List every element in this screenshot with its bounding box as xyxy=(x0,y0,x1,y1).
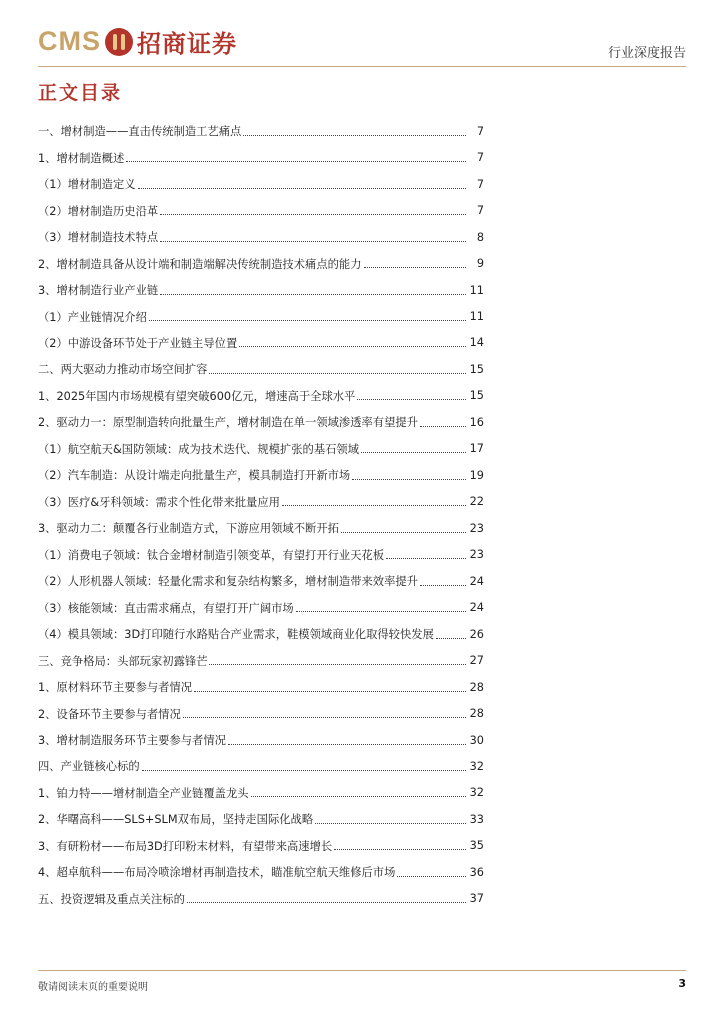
table-of-contents xyxy=(38,118,484,912)
toc-dot-leader xyxy=(334,849,466,850)
toc-entry-page: 19 xyxy=(469,468,484,482)
toc-dot-leader xyxy=(357,399,466,400)
toc-entry[interactable] xyxy=(38,780,484,806)
toc-entry[interactable] xyxy=(38,356,484,382)
toc-entry-page: 35 xyxy=(469,839,484,853)
toc-dot-leader xyxy=(397,876,466,877)
toc-dot-leader xyxy=(239,346,466,347)
toc-entry[interactable] xyxy=(38,647,484,673)
toc-entry-page: 8 xyxy=(476,230,484,244)
toc-entry-page: 37 xyxy=(469,892,484,906)
toc-entry[interactable] xyxy=(38,303,484,329)
toc-entry[interactable] xyxy=(38,462,484,488)
logo-latin-text: CMS xyxy=(38,26,101,56)
toc-dot-leader xyxy=(149,320,466,321)
toc-entry-title: 三、竞争格局：头部玩家初露锋芒 xyxy=(38,654,208,668)
toc-entry-page: 15 xyxy=(469,389,484,403)
toc-dot-leader xyxy=(341,532,466,533)
section-title: 正文目录 xyxy=(38,82,123,104)
toc-entry-title: 2、增材制造具备从设计端和制造端解决传统制造技术痛点的能力 xyxy=(38,257,362,271)
toc-entry-title: （1）产业链情况介绍 xyxy=(38,310,147,324)
toc-entry-page: 32 xyxy=(469,759,484,773)
toc-entry-page: 22 xyxy=(469,495,484,509)
toc-entry-title: 3、驱动力二：颠覆各行业制造方式，下游应用领域不断开拓 xyxy=(38,522,339,536)
report-type-label: 行业深度报告 xyxy=(607,46,686,61)
toc-entry[interactable] xyxy=(38,753,484,779)
logo-chinese-text: 招商证券 xyxy=(137,29,237,58)
toc-entry[interactable] xyxy=(38,197,484,223)
toc-entry-page: 7 xyxy=(476,124,484,138)
toc-entry-title: （2）人形机器人领域：轻量化需求和复杂结构繁多，增材制造带来效率提升 xyxy=(38,575,418,589)
toc-dot-leader xyxy=(160,214,466,215)
toc-dot-leader xyxy=(209,373,466,374)
toc-entry-title: 1、铂力特——增材制造全产业链覆盖龙头 xyxy=(38,786,249,800)
toc-entry-title: （3）核能领域：直击需求痛点，有望打开广阔市场 xyxy=(38,601,294,615)
logo-emblem-icon xyxy=(105,28,133,56)
toc-dot-leader xyxy=(160,241,466,242)
toc-entry-title: 1、2025年国内市场规模有望突破600亿元，增速高于全球水平 xyxy=(38,389,356,403)
toc-dot-leader xyxy=(296,611,466,612)
toc-entry-page: 16 xyxy=(469,415,484,429)
toc-entry-page: 7 xyxy=(476,177,484,191)
toc-entry[interactable] xyxy=(38,489,484,515)
toc-entry-title: （3）增材制造技术特点 xyxy=(38,231,159,245)
toc-entry-page: 28 xyxy=(469,680,484,694)
toc-dot-leader xyxy=(436,638,466,639)
disclaimer-note: 敬请阅读末页的重要说明 xyxy=(38,982,148,993)
toc-entry[interactable] xyxy=(38,277,484,303)
toc-entry[interactable] xyxy=(38,859,484,885)
toc-entry-title: （1）消费电子领域：钛合金增材制造引领变革，有望打开行业天花板 xyxy=(38,548,385,562)
toc-entry-page: 15 xyxy=(469,362,484,376)
toc-entry-title: 3、有研粉材——布局3D打印粉末材料，有望带来高速增长 xyxy=(38,839,333,853)
toc-dot-leader xyxy=(420,426,466,427)
toc-entry-title: 一、增材制造——直击传统制造工艺痛点 xyxy=(38,125,242,139)
toc-dot-leader xyxy=(315,823,466,824)
toc-entry-page: 30 xyxy=(469,733,484,747)
toc-entry[interactable] xyxy=(38,727,484,753)
page-header xyxy=(38,22,686,67)
toc-entry-page: 36 xyxy=(469,865,484,879)
toc-entry[interactable] xyxy=(38,436,484,462)
toc-entry[interactable] xyxy=(38,568,484,594)
toc-entry[interactable] xyxy=(38,409,484,435)
toc-dot-leader xyxy=(183,717,466,718)
toc-entry-page: 24 xyxy=(469,601,484,615)
toc-entry-title: （2）增材制造历史沿革 xyxy=(38,204,159,218)
toc-entry-title: 3、增材制造行业产业链 xyxy=(38,284,159,298)
toc-dot-leader xyxy=(138,188,466,189)
toc-dot-leader xyxy=(187,902,466,903)
toc-entry-title: 1、原材料环节主要参与者情况 xyxy=(38,681,193,695)
toc-entry[interactable] xyxy=(38,621,484,647)
toc-entry-title: 五、投资逻辑及重点关注标的 xyxy=(38,892,185,906)
page-number: 3 xyxy=(678,977,686,990)
toc-entry-page: 9 xyxy=(476,257,484,271)
toc-entry-title: 1、增材制造概述 xyxy=(38,151,125,165)
toc-dot-leader xyxy=(209,664,466,665)
toc-entry-page: 24 xyxy=(469,574,484,588)
toc-entry[interactable] xyxy=(38,383,484,409)
toc-entry[interactable] xyxy=(38,886,484,912)
toc-entry-page: 26 xyxy=(469,627,484,641)
toc-dot-leader xyxy=(282,505,466,506)
toc-entry-page: 7 xyxy=(476,204,484,218)
toc-dot-leader xyxy=(160,294,466,295)
toc-entry[interactable] xyxy=(38,144,484,170)
toc-entry[interactable] xyxy=(38,118,484,144)
toc-entry[interactable] xyxy=(38,594,484,620)
toc-entry[interactable] xyxy=(38,171,484,197)
toc-entry-title: （2）中游设备环节处于产业链主导位置 xyxy=(38,336,238,350)
toc-entry-title: 2、驱动力一：原型制造转向批量生产，增材制造在单一领域渗透率有望提升 xyxy=(38,416,418,430)
toc-entry-page: 11 xyxy=(469,310,484,324)
page-footer xyxy=(38,970,686,993)
toc-entry-title: 四、产业链核心标的 xyxy=(38,760,140,774)
toc-dot-leader xyxy=(352,479,466,480)
toc-entry-title: 二、两大驱动力推动市场空间扩容 xyxy=(38,363,208,377)
toc-entry-page: 33 xyxy=(469,812,484,826)
toc-entry-page: 11 xyxy=(469,283,484,297)
toc-dot-leader xyxy=(243,135,466,136)
toc-dot-leader xyxy=(126,161,466,162)
toc-entry-page: 27 xyxy=(469,654,484,668)
toc-entry-page: 23 xyxy=(469,521,484,535)
toc-entry[interactable] xyxy=(38,515,484,541)
toc-dot-leader xyxy=(361,452,466,453)
toc-dot-leader xyxy=(228,744,466,745)
toc-dot-leader xyxy=(251,796,466,797)
toc-entry-title: 4、超卓航科——布局冷喷涂增材再制造技术，瞄准航空航天维修后市场 xyxy=(38,866,396,880)
toc-entry-page: 28 xyxy=(469,707,484,721)
toc-dot-leader xyxy=(386,558,466,559)
toc-dot-leader xyxy=(194,691,466,692)
toc-entry-page: 23 xyxy=(469,548,484,562)
toc-entry[interactable] xyxy=(38,833,484,859)
toc-entry-title: 2、设备环节主要参与者情况 xyxy=(38,707,181,721)
toc-entry-title: 3、增材制造服务环节主要参与者情况 xyxy=(38,734,226,748)
toc-entry[interactable] xyxy=(38,674,484,700)
toc-entry[interactable] xyxy=(38,700,484,726)
toc-entry-title: 2、华曙高科——SLS+SLM双布局，坚持走国际化战略 xyxy=(38,813,314,827)
toc-entry[interactable] xyxy=(38,250,484,276)
toc-entry[interactable] xyxy=(38,806,484,832)
toc-entry-page: 17 xyxy=(469,442,484,456)
toc-entry[interactable] xyxy=(38,330,484,356)
toc-entry-page: 7 xyxy=(476,151,484,165)
toc-entry[interactable] xyxy=(38,542,484,568)
toc-entry-title: （1）增材制造定义 xyxy=(38,178,136,192)
toc-entry-title: （2）汽车制造：从设计端走向批量生产，模具制造打开新市场 xyxy=(38,469,351,483)
toc-entry-page: 32 xyxy=(469,786,484,800)
toc-entry-page: 14 xyxy=(469,336,484,350)
toc-entry[interactable] xyxy=(38,224,484,250)
toc-entry-title: （3）医疗&牙科领域：需求个性化带来批量应用 xyxy=(38,495,280,509)
toc-entry-title: （1）航空航天&国防领域：成为技术迭代、规模扩张的基石领域 xyxy=(38,442,360,456)
toc-entry-title: （4）模具领域：3D打印随行水路贴合产业需求，鞋模领域商业化取得较快发展 xyxy=(38,628,434,642)
company-logo xyxy=(38,24,237,59)
toc-dot-leader xyxy=(142,770,466,771)
toc-dot-leader xyxy=(364,267,466,268)
toc-dot-leader xyxy=(420,585,466,586)
